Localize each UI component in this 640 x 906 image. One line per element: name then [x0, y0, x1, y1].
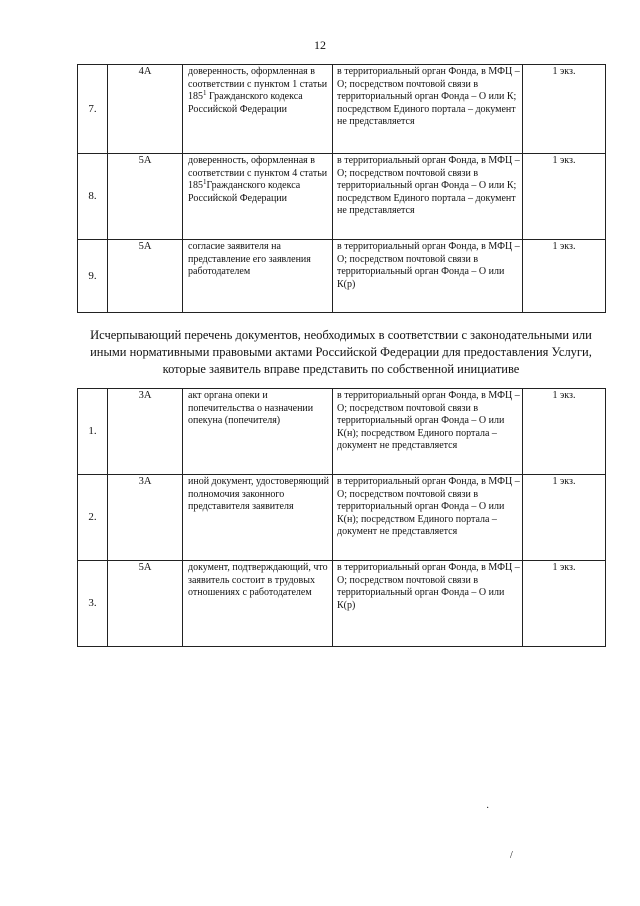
copies-count: 1 экз.: [523, 561, 606, 647]
document-name: акт органа опеки и попечительства о назначении опекуна (попечителя): [183, 389, 333, 475]
submission-method: в территориальный орган Фонда, в МФЦ – О; посредством почтовой связи в территориальный орган Фонда – О или К(н); посредством Единого портала – документ не представляется: [333, 475, 523, 561]
document-name: согласие заявителя на представление его заявления работодателем: [183, 240, 333, 313]
row-number: 7.: [78, 65, 108, 154]
document-name: документ, подтверждающий, что заявитель состоит в трудовых отношениях с работодателем: [183, 561, 333, 647]
document-code: 5А: [108, 561, 183, 647]
row-number: 1.: [78, 389, 108, 475]
submission-method: в территориальный орган Фонда, в МФЦ – О; посредством почтовой связи в территориальный орган Фонда – О или К; посредством Единого портала – документ не представляется: [333, 65, 523, 154]
scan-stroke-mark: /: [510, 850, 513, 861]
copies-count: 1 экз.: [523, 389, 606, 475]
page-number: 12: [314, 38, 326, 52]
row-number: 8.: [78, 154, 108, 240]
document-code: 5А: [108, 154, 183, 240]
submission-method: в территориальный орган Фонда, в МФЦ – О; посредством почтовой связи в территориальный орган Фонда – О или К(н); посредством Единого портала – документ не представляется: [333, 389, 523, 475]
table-row: [78, 154, 606, 240]
row-number: 3.: [78, 561, 108, 647]
documents-table-bottom: [77, 388, 606, 647]
copies-count: 1 экз.: [523, 240, 606, 313]
document-code: 3А: [108, 475, 183, 561]
document-name: доверенность, оформленная в соответствии с пунктом 4 статьи $185^1Гражданского$ кодекса Российской Федерации: [183, 154, 333, 240]
document-name: иной документ, удостоверяющий полномочия законного представителя заявителя: [183, 475, 333, 561]
row-number: 9.: [78, 240, 108, 313]
document-name: доверенность, оформленная в соответствии с пунктом 1 статьи $185^1$ Гражданского кодекса Российской Федерации: [183, 65, 333, 154]
submission-method: в территориальный орган Фонда, в МФЦ – О; посредством почтовой связи в территориальный орган Фонда – О или К; посредством Единого портала – документ не представляется: [333, 154, 523, 240]
copies-count: 1 экз.: [523, 154, 606, 240]
document-code: 3А: [108, 389, 183, 475]
document-code: 5А: [108, 240, 183, 313]
submission-method: в территориальный орган Фонда, в МФЦ – О; посредством почтовой связи в территориальный орган Фонда – О или К(р): [333, 561, 523, 647]
row-number: 2.: [78, 475, 108, 561]
table-row: [78, 389, 606, 475]
table-row: [78, 65, 606, 154]
table-row: [78, 561, 606, 647]
table-row: [78, 475, 606, 561]
documents-table-top: [77, 64, 606, 313]
copies-count: 1 экз.: [523, 475, 606, 561]
section-title: Исчерпывающий перечень документов, необходимых в соответствии с законодательными или иными нормативными правовыми актами Российской Федерации для предоставления Услуги, которые заявитель вправе представить по собственной инициативе: [90, 328, 592, 376]
submission-method: в территориальный орган Фонда, в МФЦ – О; посредством почтовой связи в территориальный орган Фонда – О или К(р): [333, 240, 523, 313]
scan-speck-mark: ·: [486, 803, 490, 814]
copies-count: 1 экз.: [523, 65, 606, 154]
document-code: 4А: [108, 65, 183, 154]
table-row: [78, 240, 606, 313]
